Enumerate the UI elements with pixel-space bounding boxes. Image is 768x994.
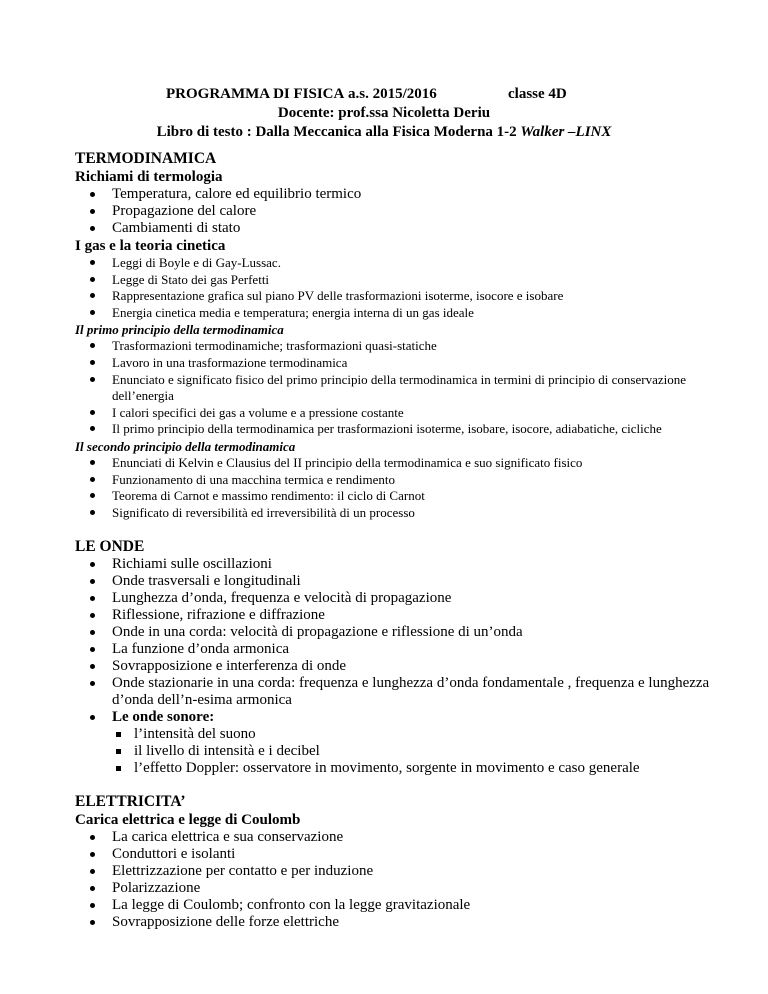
list-item: I calori specifici dei gas a volume e a pressione costante (75, 405, 715, 422)
list-item: Leggi di Boyle e di Gay-Lussac. (75, 255, 715, 272)
list-item: Lunghezza d’onda, frequenza e velocità di propagazione (75, 590, 715, 607)
list-item: Enunciati di Kelvin e Clausius del II principio della termodinamica e suo significato fisico (75, 455, 715, 472)
list-item: Sovrapposizione delle forze elettriche (75, 914, 715, 931)
list-item: Trasformazioni termodinamiche; trasformazioni quasi-statiche (75, 338, 715, 355)
sub-list-item: l’effetto Doppler: osservatore in movimento, sorgente in movimento e caso generale (75, 760, 715, 777)
list-item: La carica elettrica e sua conservazione (75, 829, 715, 846)
section-title-elettricita: ELETTRICITA’ (75, 793, 186, 811)
list-item-onde-sonore: Le onde sonore: (75, 709, 715, 726)
list-item: Lavoro in una trasformazione termodinamica (75, 355, 715, 372)
header-line-1 (166, 85, 768, 104)
sub-list-item: l’intensità del suono (75, 726, 715, 743)
list-item: Propagazione del calore (75, 203, 715, 220)
list-gas (75, 255, 715, 321)
section-title-onde: LE ONDE (75, 538, 145, 556)
list-termologia (75, 186, 715, 237)
list-item: Temperatura, calore ed equilibrio termico (75, 186, 715, 203)
program-title: PROGRAMMA DI FISICA (166, 86, 345, 102)
list-item: Rappresentazione grafica sul piano PV delle trasformazioni isoterme, isocore e isobare (75, 288, 715, 305)
list-item: Polarizzazione (75, 880, 715, 897)
section-spacer (75, 521, 715, 538)
list-onde-sonore (75, 726, 715, 777)
subsection-title-secondo-principio: Il secondo principio della termodinamica (75, 438, 296, 454)
textbook-title: Libro di testo : Dalla Meccanica alla Fisica Moderna 1-2 (156, 124, 521, 140)
school-year: a.s. 2015/2016 (348, 86, 437, 102)
textbook-author: Walker –LINX (520, 124, 612, 140)
list-item: Onde stazionarie in una corda: frequenza e lunghezza d’onda fondamentale , frequenza e lunghezza d’onda dell’n-esima armonica (75, 675, 715, 709)
list-item: Onde trasversali e longitudinali (75, 573, 715, 590)
section-title-termodinamica: TERMODINAMICA (75, 150, 217, 167)
subsection-title-termologia: Richiami di termologia (75, 169, 223, 185)
list-item: Funzionamento di una macchina termica e rendimento (75, 472, 715, 489)
teacher-line: Docente: prof.ssa Nicoletta Deriu (277, 105, 491, 121)
list-item: Il primo principio della termodinamica per trasformazioni isoterme, isobare, isocore, adiabatiche, cicliche (75, 421, 715, 438)
list-item: Cambiamenti di stato (75, 220, 715, 237)
list-secondo-principio (75, 455, 715, 521)
list-item: Sovrapposizione e interferenza di onde (75, 658, 715, 675)
subsection-title-coulomb: Carica elettrica e legge di Coulomb (75, 812, 301, 829)
list-item: Teorema di Carnot e massimo rendimento: il ciclo di Carnot (75, 488, 715, 505)
list-item: Significato di reversibilità ed irreversibilità di un processo (75, 505, 715, 522)
section-spacer (75, 777, 715, 793)
program-content (75, 150, 715, 931)
list-primo-principio (75, 338, 715, 438)
subsection-title-primo-principio: Il primo principio della termodinamica (75, 322, 284, 338)
list-item: Onde in una corda: velocità di propagazione e riflessione di un’onda (75, 624, 715, 641)
list-item: Conduttori e isolanti (75, 846, 715, 863)
list-item: Elettrizzazione per contatto e per induzione (75, 863, 715, 880)
list-item: La legge di Coulomb; confronto con la legge gravitazionale (75, 897, 715, 914)
document-header (0, 85, 768, 142)
list-item: Energia cinetica media e temperatura; energia interna di un gas ideale (75, 305, 715, 322)
list-coulomb (75, 829, 715, 931)
textbook-line (0, 123, 768, 142)
list-item: Legge di Stato dei gas Perfetti (75, 272, 715, 289)
subsection-title-gas: I gas e la teoria cinetica (75, 238, 226, 254)
class-label: classe 4D (508, 86, 567, 102)
sub-list-item: il livello di intensità e i decibel (75, 743, 715, 760)
list-item: La funzione d’onda armonica (75, 641, 715, 658)
list-item: Riflessione, rifrazione e diffrazione (75, 607, 715, 624)
list-item: Richiami sulle oscillazioni (75, 556, 715, 573)
list-onde (75, 556, 715, 726)
list-item: Enunciato e significato fisico del primo principio della termodinamica in termini di principio di conservazione dell’energia (75, 372, 715, 405)
